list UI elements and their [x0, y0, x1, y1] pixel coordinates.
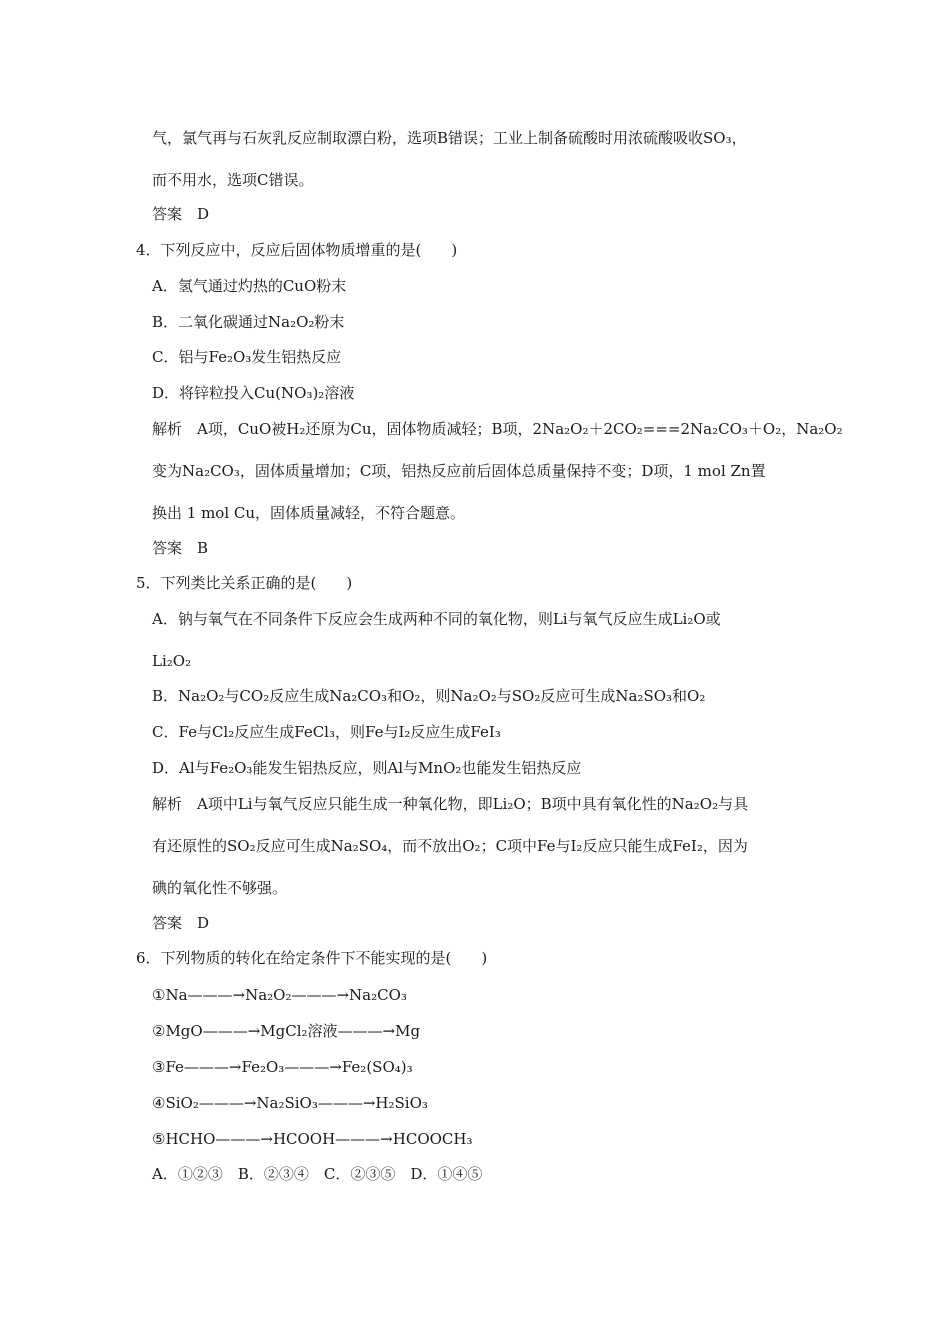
- q6-item-2: ②MgO———→MgCl₂溶液———→Mg: [152, 1022, 421, 1040]
- q4-explanation-line: 换出 1 mol Cu，固体质量减轻，不符合题意。: [152, 504, 466, 522]
- q3-explanation-line: 气，氯气再与石灰乳反应制取漂白粉，选项B错误；工业上制备硫酸时用浓硫酸吸收SO₃，: [152, 129, 747, 147]
- q4-option-d: D．将锌粒投入Cu(NO₃)₂溶液: [152, 384, 355, 402]
- q4-option-c: C．铝与Fe₂O₃发生铝热反应: [152, 348, 342, 366]
- q5-stem: 5．下列类比关系正确的是( ): [136, 574, 353, 592]
- q5-explanation-line: 解析 A项中Li与氧气反应只能生成一种氧化物，即Li₂O；B项中具有氧化性的Na₂O₂与具: [152, 795, 749, 813]
- q4-option-b: B．二氧化碳通过Na₂O₂粉末: [152, 313, 345, 331]
- q5-option-a: A．钠与氧气在不同条件下反应会生成两种不同的氧化物，则Li与氧气反应生成Li₂O或: [152, 610, 721, 628]
- q5-option-a-cont: Li₂O₂: [152, 652, 192, 670]
- q6-item-1: ①Na———→Na₂O₂———→Na₂CO₃: [152, 986, 407, 1004]
- q4-explanation-line: 变为Na₂CO₃，固体质量增加；C项，铝热反应前后固体总质量保持不变；D项，1 mol Zn置: [152, 462, 766, 480]
- q6-stem: 6．下列物质的转化在给定条件下不能实现的是( ): [136, 949, 488, 967]
- q6-item-5: ⑤HCHO———→HCOOH———→HCOOCH₃: [152, 1130, 473, 1148]
- q5-option-c: C．Fe与Cl₂反应生成FeCl₃，则Fe与I₂反应生成FeI₃: [152, 723, 501, 741]
- q5-explanation-line: 有还原性的SO₂反应可生成Na₂SO₄，而不放出O₂；C项中Fe与I₂反应只能生成FeI₂，因为: [152, 837, 748, 855]
- q3-explanation-line: 而不用水，选项C错误。: [152, 171, 314, 189]
- q5-answer: 答案 D: [152, 914, 210, 932]
- q6-item-3: ③Fe———→Fe₂O₃———→Fe₂(SO₄)₃: [152, 1058, 413, 1076]
- q4-option-a: A．氢气通过灼热的CuO粉末: [152, 277, 347, 295]
- q4-answer: 答案 B: [152, 539, 209, 557]
- q5-explanation-line: 碘的氧化性不够强。: [152, 879, 288, 897]
- q4-stem: 4．下列反应中，反应后固体物质增重的是( ): [136, 241, 458, 259]
- q6-item-4: ④SiO₂———→Na₂SiO₃———→H₂SiO₃: [152, 1094, 428, 1112]
- q5-option-d: D．Al与Fe₂O₃能发生铝热反应，则Al与MnO₂也能发生铝热反应: [152, 759, 582, 777]
- q6-choices: A．①②③ B．②③④ C．②③⑤ D．①④⑤: [152, 1165, 483, 1183]
- q5-option-b: B．Na₂O₂与CO₂反应生成Na₂CO₃和O₂，则Na₂O₂与SO₂反应可生成Na₂SO₃和O₂: [152, 687, 706, 705]
- q4-explanation-line: 解析 A项，CuO被H₂还原为Cu，固体物质减轻；B项，2Na₂O₂＋2CO₂===2Na₂CO₃＋O₂，Na₂O₂: [152, 420, 843, 438]
- q3-answer: 答案 D: [152, 205, 210, 223]
